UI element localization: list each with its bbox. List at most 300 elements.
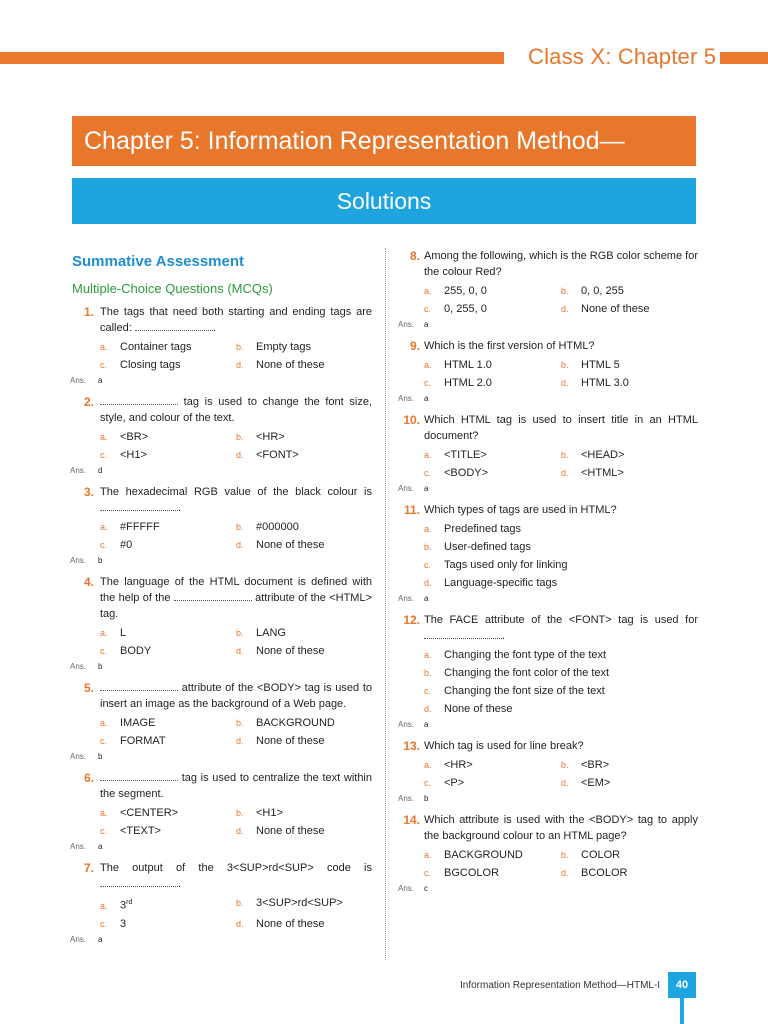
option-text: BCOLOR <box>581 867 628 879</box>
option <box>424 538 698 556</box>
fill-blank <box>100 394 178 405</box>
option-letter: b. <box>561 850 569 860</box>
option <box>424 446 561 464</box>
question-number: 5. <box>83 681 94 695</box>
option-text: COLOR <box>581 849 621 861</box>
option-letter: a. <box>424 286 432 296</box>
option-letter: d. <box>236 540 244 550</box>
option <box>100 338 236 356</box>
question <box>398 502 698 518</box>
option-letter: a. <box>100 808 108 818</box>
right-column <box>398 248 698 902</box>
answer-value: a <box>98 934 103 944</box>
option-text: <TEXT> <box>120 825 161 837</box>
answer <box>72 933 372 947</box>
question <box>72 394 372 426</box>
option-text: Predefined tags <box>444 523 522 535</box>
option-letter: d. <box>561 778 569 788</box>
option <box>100 714 236 732</box>
option <box>424 520 698 538</box>
option-text: FORMAT <box>120 735 166 747</box>
answer-value: a <box>98 842 103 851</box>
option-letter: d. <box>424 578 432 588</box>
answer <box>398 792 698 806</box>
question-text <box>424 612 698 644</box>
answer <box>398 592 698 606</box>
option <box>424 700 698 718</box>
question-item <box>398 248 698 332</box>
option-text: 3 <box>120 899 127 912</box>
option-text: Tags used only for linking <box>444 559 568 571</box>
option <box>561 756 698 774</box>
option-text: <TITLE> <box>444 449 487 461</box>
option-text: User-defined tags <box>444 541 531 553</box>
option-text: None of these <box>256 539 325 551</box>
question-text <box>100 484 372 516</box>
option-text: 3 <box>120 917 127 930</box>
option <box>561 464 698 482</box>
answer <box>398 718 698 732</box>
question-item <box>72 860 372 947</box>
option <box>100 804 236 822</box>
option-letter: b. <box>236 432 244 442</box>
option-text: <BODY> <box>444 467 489 479</box>
question <box>72 574 372 622</box>
answer-value: a <box>424 320 429 329</box>
answer <box>72 374 372 388</box>
option-letter: b. <box>424 668 432 678</box>
option-letter: c. <box>100 646 108 656</box>
question-text-part: attribute of the <BODY> tag is used to insert an image as the background of a Web page. <box>100 682 372 710</box>
answer-label: Ans. <box>398 594 415 603</box>
option-text: HTML 1.0 <box>444 359 492 371</box>
question-text-part: Which attribute is used with the <BODY> tag to apply the background colour to an HTML page? <box>424 814 698 842</box>
option-letter: b. <box>236 808 244 818</box>
question-text-part: tag is used to change the font size, style, and colour of the text. <box>100 396 372 424</box>
option-text: Changing the font color of the text <box>444 667 610 679</box>
fill-blank <box>100 876 178 887</box>
question-text-part: . <box>178 878 182 890</box>
question-item <box>398 338 698 406</box>
answer-value: d <box>98 466 103 475</box>
question-number: 11. <box>403 503 420 517</box>
option <box>236 915 372 933</box>
option <box>100 642 236 660</box>
option-letter: a. <box>100 900 108 911</box>
option-text: <H1> <box>120 449 147 461</box>
subsection-heading: Multiple-Choice Questions (MCQs) <box>72 281 273 296</box>
option-letter: c. <box>424 868 432 878</box>
option <box>236 894 372 915</box>
answer <box>72 660 372 674</box>
question <box>72 770 372 802</box>
option-letter: d. <box>561 304 569 314</box>
question-text-part: Which is the first version of HTML? <box>424 340 595 352</box>
option-letter: c. <box>100 826 108 836</box>
option <box>236 338 372 356</box>
option-text: <HEAD> <box>581 449 625 461</box>
question <box>72 860 372 892</box>
option-grid <box>398 356 698 392</box>
solutions-banner: Solutions <box>72 178 696 224</box>
option-text: HTML 5 <box>581 359 620 371</box>
question-item <box>398 738 698 806</box>
option <box>561 864 698 882</box>
question-item <box>72 484 372 568</box>
answer <box>398 392 698 406</box>
option-letter: c. <box>424 378 432 388</box>
option-grid <box>72 714 372 750</box>
option <box>100 428 236 446</box>
option <box>561 374 698 392</box>
answer <box>72 464 372 478</box>
option <box>100 518 236 536</box>
option <box>561 300 698 318</box>
option-text: None of these <box>444 703 513 715</box>
answer-label: Ans. <box>398 794 415 803</box>
option-text: #FFFFF <box>120 521 160 533</box>
fill-blank <box>100 680 178 691</box>
option-text: L <box>120 627 127 639</box>
option-grid <box>72 518 372 554</box>
question-text-part: The tags that need both starting and ending tags are called: <box>100 306 372 334</box>
option-letter: d. <box>561 868 569 878</box>
header-rule-right <box>720 52 768 64</box>
option <box>236 428 372 446</box>
question <box>398 412 698 444</box>
option-letter: d. <box>236 360 244 370</box>
answer-value: b <box>424 794 429 803</box>
question-text <box>100 680 372 712</box>
question-number: 9. <box>409 339 420 353</box>
question-item <box>398 502 698 606</box>
option <box>561 446 698 464</box>
option-text: Language-specific tags <box>444 577 558 589</box>
question <box>398 812 698 844</box>
option-letter: a. <box>424 450 432 460</box>
answer-label: Ans. <box>70 662 87 671</box>
answer-label: Ans. <box>70 556 87 565</box>
option-letter: b. <box>561 286 569 296</box>
option <box>236 624 372 642</box>
answer-label: Ans. <box>398 720 415 729</box>
option-letter: d. <box>236 826 244 836</box>
option-text: #0 <box>120 539 133 551</box>
option-text: Changing the font type of the text <box>444 649 607 661</box>
left-column <box>72 248 372 953</box>
option-text: None of these <box>256 735 325 747</box>
option <box>424 846 561 864</box>
option-text: <HR> <box>444 759 473 771</box>
question <box>398 612 698 644</box>
question-number: 10. <box>403 413 420 427</box>
option-grid <box>398 520 698 592</box>
option <box>424 356 561 374</box>
answer <box>398 882 698 896</box>
fill-blank <box>174 590 252 601</box>
option-text: <BR> <box>581 759 610 771</box>
footer-chapter-name: Information Representation Method—HTML-I <box>460 980 661 991</box>
option-text: <EM> <box>581 777 611 789</box>
option-letter: a. <box>424 850 432 860</box>
answer-value: b <box>98 556 103 565</box>
option <box>236 518 372 536</box>
answer-value: b <box>98 752 103 761</box>
option-text: Changing the font size of the text <box>444 685 605 697</box>
fill-blank <box>135 320 213 331</box>
option-text: 3<SUP>rd<SUP> <box>256 897 343 909</box>
option-letter: d. <box>236 736 244 746</box>
option-letter: a. <box>424 760 432 770</box>
option-letter: d. <box>424 704 432 714</box>
question <box>398 738 698 754</box>
question <box>72 484 372 516</box>
option-letter: b. <box>236 898 244 908</box>
option <box>100 915 236 933</box>
option-letter: b. <box>236 718 244 728</box>
option-letter: b. <box>236 628 244 638</box>
chapter-title: Chapter 5: Information Representation Method— <box>72 116 696 166</box>
option-letter: c. <box>424 304 432 314</box>
option-grid <box>72 338 372 374</box>
option-text: <HTML> <box>581 467 624 479</box>
question-text-part: tag is used to centralize the text within the segment. <box>100 772 372 800</box>
option-letter: a. <box>100 342 108 352</box>
question-item <box>398 812 698 896</box>
option-letter: a. <box>100 718 108 728</box>
option <box>100 536 236 554</box>
option-letter: d. <box>561 468 569 478</box>
option <box>236 732 372 750</box>
option-letter: c. <box>100 360 108 370</box>
question-number: 8. <box>409 249 420 263</box>
question-item <box>72 770 372 854</box>
option-grid <box>72 894 372 933</box>
question-text <box>424 738 698 754</box>
option-text: LANG <box>256 627 286 639</box>
option <box>424 574 698 592</box>
question-number: 2. <box>83 395 94 409</box>
question <box>398 248 698 280</box>
question-number: 7. <box>83 861 94 875</box>
option-letter: c. <box>100 918 108 929</box>
option-letter: d. <box>236 450 244 460</box>
question-text <box>424 338 698 354</box>
question-text-part: attribute of the <HTML> tag. <box>100 592 373 620</box>
answer-label: Ans. <box>398 884 415 893</box>
option-letter: d. <box>236 646 244 656</box>
answer-label: Ans. <box>398 320 415 329</box>
option-letter: a. <box>100 522 108 532</box>
question-text <box>424 812 698 844</box>
option-letter: c. <box>424 468 432 478</box>
option-letter: d. <box>561 378 569 388</box>
option-grid <box>398 846 698 882</box>
question-text-part: Which types of tags are used in HTML? <box>424 504 617 516</box>
option <box>100 624 236 642</box>
option-text: IMAGE <box>120 717 156 729</box>
option-text: <HR> <box>256 431 285 443</box>
question-text <box>424 248 698 280</box>
answer-value: a <box>424 394 429 403</box>
header-rule-left <box>0 52 504 64</box>
question-number: 4. <box>83 575 94 589</box>
fill-blank <box>100 500 178 511</box>
question-text-part: Which tag is used for line break? <box>424 740 584 752</box>
option <box>424 682 698 700</box>
option-text: None of these <box>256 645 325 657</box>
question-item <box>72 680 372 764</box>
option-text: 0, 255, 0 <box>444 303 487 315</box>
question-number: 13. <box>403 739 420 753</box>
answer-label: Ans. <box>70 752 87 761</box>
question-item <box>72 304 372 388</box>
option <box>424 282 561 300</box>
option-letter: c. <box>100 450 108 460</box>
option-grid <box>398 756 698 792</box>
answer <box>72 554 372 568</box>
answer-value: c <box>424 884 428 893</box>
option-text: <CENTER> <box>120 807 179 819</box>
option <box>424 556 698 574</box>
option <box>236 822 372 840</box>
option <box>424 774 561 792</box>
option-text: BODY <box>120 645 152 657</box>
question-list-right <box>398 248 698 896</box>
question-text-part: The FACE attribute of the <FONT> tag is used for <box>424 614 698 626</box>
header-title: Class X: Chapter 5 <box>528 44 717 69</box>
fill-blank <box>424 628 502 639</box>
option <box>236 804 372 822</box>
option <box>561 846 698 864</box>
option-text: <H1> <box>256 807 283 819</box>
answer-label: Ans. <box>70 842 87 851</box>
question-item <box>398 412 698 496</box>
option-text: <FONT> <box>256 449 299 461</box>
option-text: BACKGROUND <box>256 717 335 729</box>
answer-label: Ans. <box>70 376 87 385</box>
question-item <box>398 612 698 732</box>
question-text-part: . <box>178 502 182 514</box>
question-text <box>100 394 372 426</box>
answer-value: a <box>98 376 103 385</box>
option-letter: c. <box>100 736 108 746</box>
question <box>72 680 372 712</box>
question-text <box>100 770 372 802</box>
option <box>100 894 236 915</box>
question-number: 6. <box>83 771 94 785</box>
option <box>236 642 372 660</box>
option <box>424 646 698 664</box>
question-number: 12. <box>403 613 420 627</box>
question-text <box>100 574 372 622</box>
answer-label: Ans. <box>398 394 415 403</box>
option <box>236 446 372 464</box>
option-grid <box>72 428 372 464</box>
question-text-part: . <box>502 630 506 642</box>
answer-label: Ans. <box>70 934 87 944</box>
option-grid <box>72 624 372 660</box>
option <box>236 536 372 554</box>
option-text: <BR> <box>120 431 149 443</box>
option-text: HTML 2.0 <box>444 377 492 389</box>
question-number: 3. <box>83 485 94 499</box>
option-superscript: rd <box>126 899 133 906</box>
answer <box>398 482 698 496</box>
option-grid <box>398 446 698 482</box>
answer <box>398 318 698 332</box>
answer-value: b <box>98 662 103 671</box>
option <box>236 714 372 732</box>
question-item <box>72 394 372 478</box>
option-grid <box>398 646 698 718</box>
option <box>561 774 698 792</box>
option-text: 0, 0, 255 <box>581 285 624 297</box>
option-letter: b. <box>236 522 244 532</box>
option-text: None of these <box>256 359 325 371</box>
question-text-part: . <box>212 322 216 334</box>
option <box>100 446 236 464</box>
option <box>100 732 236 750</box>
option-letter: b. <box>236 342 244 352</box>
option-letter: a. <box>424 650 432 660</box>
option <box>100 822 236 840</box>
question-number: 1. <box>83 305 94 319</box>
footer-accent-line <box>680 998 684 1024</box>
answer <box>72 840 372 854</box>
option-grid <box>398 282 698 318</box>
option-letter: b. <box>561 450 569 460</box>
option-letter: a. <box>424 360 432 370</box>
option <box>424 374 561 392</box>
option-letter: b. <box>424 542 432 552</box>
question-text-part: The output of the 3<SUP>rd<SUP> code is <box>100 862 372 874</box>
option-grid <box>72 804 372 840</box>
option-text: None of these <box>581 303 650 315</box>
option-letter: a. <box>424 524 432 534</box>
question-text-part: The language of the HTML document is defined with the help of the <box>100 576 372 604</box>
question-text-part: The hexadecimal RGB value of the black colour is <box>100 486 372 498</box>
section-heading: Summative Assessment <box>72 253 245 270</box>
answer-label: Ans. <box>398 484 415 493</box>
option-text: BGCOLOR <box>444 867 500 879</box>
option-text: HTML 3.0 <box>581 377 629 389</box>
answer-label: Ans. <box>70 466 87 475</box>
answer-value: a <box>424 484 429 493</box>
option <box>424 756 561 774</box>
option-text: Container tags <box>120 341 192 353</box>
option <box>236 356 372 374</box>
option <box>100 356 236 374</box>
question-text-part: Among the following, which is the RGB color scheme for the colour Red? <box>424 250 698 278</box>
option-letter: b. <box>561 360 569 370</box>
option-text: Empty tags <box>256 341 312 353</box>
answer <box>72 750 372 764</box>
page-number: 40 <box>668 972 696 998</box>
option-text: <P> <box>444 777 465 789</box>
option-letter: c. <box>424 560 432 570</box>
option <box>561 356 698 374</box>
question-number: 14. <box>403 813 420 827</box>
option-letter: d. <box>236 918 244 929</box>
question <box>398 338 698 354</box>
option-text: None of these <box>256 825 325 837</box>
option-letter: c. <box>100 540 108 550</box>
option <box>561 282 698 300</box>
question-text <box>100 860 372 892</box>
option <box>424 464 561 482</box>
option-letter: c. <box>424 686 432 696</box>
